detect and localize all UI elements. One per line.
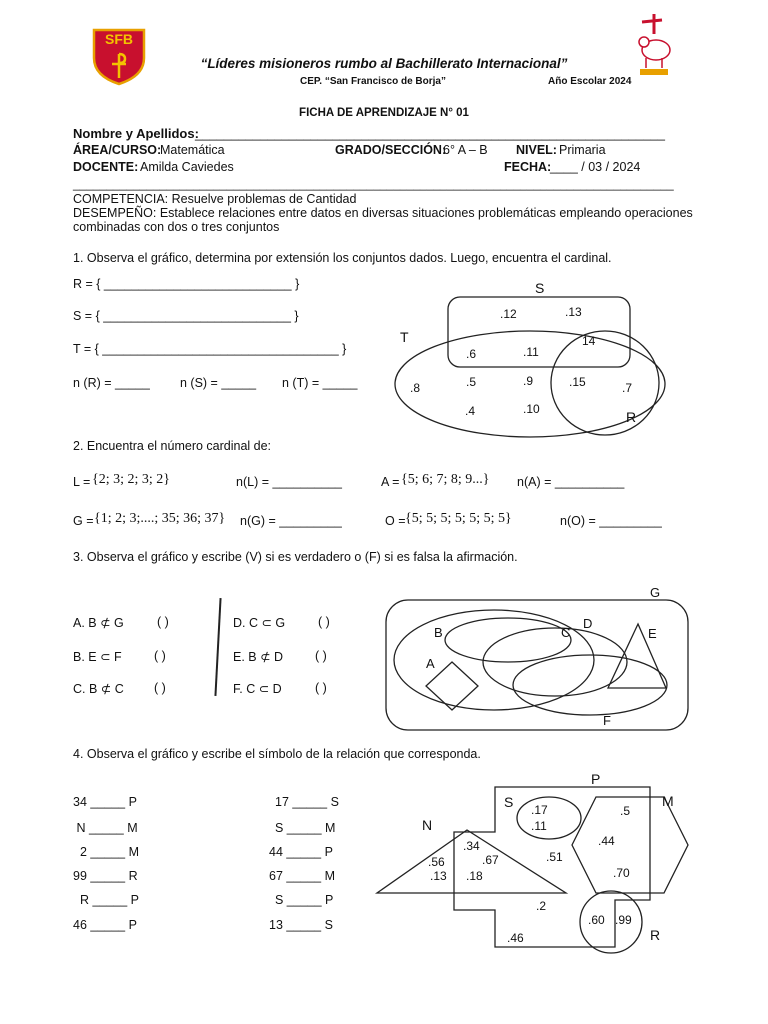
q3-item-e: E. B ⊄ D xyxy=(233,650,284,664)
q4-text: 4. Observa el gráfico y escribe el símbolo de la relación que corresponda. xyxy=(73,747,481,761)
q3-item-f: F. C ⊂ D xyxy=(233,682,282,696)
elem: .44 xyxy=(598,834,615,848)
q1-card-t[interactable]: n (T) = _____ xyxy=(282,376,358,390)
set-s-ellipse xyxy=(517,797,581,839)
elem: .10 xyxy=(523,402,540,416)
grade-label: GRADO/SECCIÓN: xyxy=(335,143,447,157)
label-a: A xyxy=(426,656,435,671)
elem: .9 xyxy=(523,374,534,388)
q4-left-item[interactable]: R _____ P xyxy=(73,893,140,907)
elem: .12 xyxy=(500,307,517,321)
q3-item-b: B. E ⊂ F xyxy=(73,650,122,664)
q4-left-item[interactable]: 2 _____ M xyxy=(73,845,140,859)
q2-o-set: {5; 5; 5; 5; 5; 5; 5} xyxy=(405,511,512,526)
name-field[interactable]: _________________________________________________________________ xyxy=(195,126,665,141)
q3-answer-e[interactable]: ( ) xyxy=(315,649,327,663)
q2-card-a[interactable]: n(A) = __________ xyxy=(517,475,625,489)
elem: .11 xyxy=(523,345,539,359)
label-r: R xyxy=(626,409,637,425)
elem: .18 xyxy=(466,869,483,883)
elem: .6 xyxy=(466,347,477,361)
q2-card-o[interactable]: n(O) = _________ xyxy=(560,514,662,528)
q1-text: 1. Observa el gráfico, determina por extensión los conjuntos dados. Luego, encuentra el cardinal. xyxy=(73,251,612,265)
q3-answer-b[interactable]: ( ) xyxy=(154,649,166,663)
q4-right-item[interactable]: 17 _____ S xyxy=(275,795,339,809)
label-b: B xyxy=(434,625,443,640)
q2-a-set: {5; 6; 7; 8; 9...} xyxy=(401,472,490,487)
elem: .99 xyxy=(615,913,632,927)
q3-answer-d[interactable]: ( ) xyxy=(318,615,330,629)
q3-answer-f[interactable]: ( ) xyxy=(315,681,327,695)
motto: “Líderes misioneros rumbo al Bachillerato Internacional” xyxy=(200,56,568,71)
q3-item-a: A. B ⊄ G xyxy=(73,616,124,630)
q2-l-label: L = xyxy=(73,475,91,489)
q4-left-item[interactable]: 34 _____ P xyxy=(73,795,137,809)
q3-text: 3. Observa el gráfico y escribe (V) si es verdadero o (F) si es falsa la afirmación. xyxy=(73,550,518,564)
q2-text: 2. Encuentra el número cardinal de: xyxy=(73,439,272,453)
teacher-value: Amilda Caviedes xyxy=(140,160,234,174)
name-label: Nombre y Apellidos: xyxy=(73,126,199,141)
logo-text: SFB xyxy=(105,31,133,47)
elem: .7 xyxy=(622,381,633,395)
elem: .70 xyxy=(613,866,630,880)
area-label: ÁREA/CURSO: xyxy=(73,143,162,157)
label-n: N xyxy=(422,817,433,833)
label-f: F xyxy=(603,713,611,728)
q4-right-item[interactable]: S _____ P xyxy=(275,893,334,907)
q2-g-label: G = xyxy=(73,514,94,528)
school-year: Año Escolar 2024 xyxy=(548,76,632,87)
label-s: S xyxy=(535,280,545,296)
label-r: R xyxy=(650,927,661,943)
q3-item-c: C. B ⊄ C xyxy=(73,682,124,696)
label-m: M xyxy=(662,793,674,809)
date-value[interactable]: ____ / 03 / 2024 xyxy=(550,160,641,174)
elem: .51 xyxy=(546,850,563,864)
q3-answer-c[interactable]: ( ) xyxy=(154,681,166,695)
q2-g-set: {1; 2; 3;....; 35; 36; 37} xyxy=(94,511,226,526)
label-p: P xyxy=(591,771,601,787)
q2-card-g[interactable]: n(G) = _________ xyxy=(240,514,342,528)
label-s: S xyxy=(504,794,514,810)
date-label: FECHA: xyxy=(504,160,552,174)
elem: .34 xyxy=(463,839,480,853)
elem: .5 xyxy=(620,804,631,818)
desempeno-line-2: combinadas con dos o tres conjuntos xyxy=(73,220,280,234)
elem: .5 xyxy=(466,375,477,389)
q1-set-r[interactable]: R = { ___________________________ } xyxy=(73,277,300,291)
elem: .67 xyxy=(482,853,499,867)
elem: .15 xyxy=(569,375,586,389)
level-label: NIVEL: xyxy=(516,143,557,157)
area-value: Matemática xyxy=(160,143,225,157)
elem: 14 xyxy=(582,334,596,348)
q3-item-d: D. C ⊂ G xyxy=(233,616,286,630)
label-c: C xyxy=(561,625,571,640)
q1-set-t[interactable]: T = { __________________________________ } xyxy=(73,342,347,356)
q1-card-s[interactable]: n (S) = _____ xyxy=(180,376,257,390)
q4-right-item[interactable]: 13 _____ S xyxy=(269,918,333,932)
separator-rule: __________________________________________________________________________________________ xyxy=(73,177,674,191)
label-t: T xyxy=(400,329,409,345)
elem: .56 xyxy=(428,855,445,869)
q4-left-item[interactable]: 99 _____ R xyxy=(73,869,138,883)
label-d: D xyxy=(583,616,593,631)
school-name: CEP. “San Francisco de Borja” xyxy=(300,76,446,87)
q1-set-s[interactable]: S = { ___________________________ } xyxy=(73,309,299,323)
q4-left-item[interactable]: N _____ M xyxy=(73,821,138,835)
q4-right-item[interactable]: 44 _____ P xyxy=(269,845,333,859)
teacher-label: DOCENTE: xyxy=(73,160,139,174)
elem: .4 xyxy=(465,404,476,418)
competencia: COMPETENCIA: Resuelve problemas de Cantidad xyxy=(73,192,357,206)
q4-right-item[interactable]: 67 _____ M xyxy=(269,869,336,883)
elem: .13 xyxy=(565,305,582,319)
label-g: G xyxy=(650,585,661,600)
q2-card-l[interactable]: n(L) = __________ xyxy=(236,475,342,489)
q2-l-set: {2; 3; 2; 3; 2} xyxy=(92,472,170,487)
q2-a-label: A = xyxy=(381,475,400,489)
q3-answer-a[interactable]: ( ) xyxy=(157,615,169,629)
elem: .17 xyxy=(531,803,548,817)
q4-left-item[interactable]: 46 _____ P xyxy=(73,918,137,932)
label-e: E xyxy=(648,626,657,641)
elem: .46 xyxy=(507,931,524,945)
q2-o-label: O = xyxy=(385,514,406,528)
page-title: FICHA DE APRENDIZAJE N° 01 xyxy=(299,107,469,119)
elem: .11 xyxy=(531,819,547,833)
elem: .2 xyxy=(536,899,547,913)
q1-card-r[interactable]: n (R) = _____ xyxy=(73,376,150,390)
elem: .60 xyxy=(588,913,605,927)
elem: .8 xyxy=(410,381,421,395)
grade-value: 6° A – B xyxy=(443,143,488,157)
desempeno-line-1: DESEMPEÑO: Establece relaciones entre datos en diversas situaciones problemáticas empleando operaciones xyxy=(73,206,693,220)
elem: .13 xyxy=(430,869,447,883)
q4-right-item[interactable]: S _____ M xyxy=(275,821,336,835)
level-value: Primaria xyxy=(559,143,606,157)
